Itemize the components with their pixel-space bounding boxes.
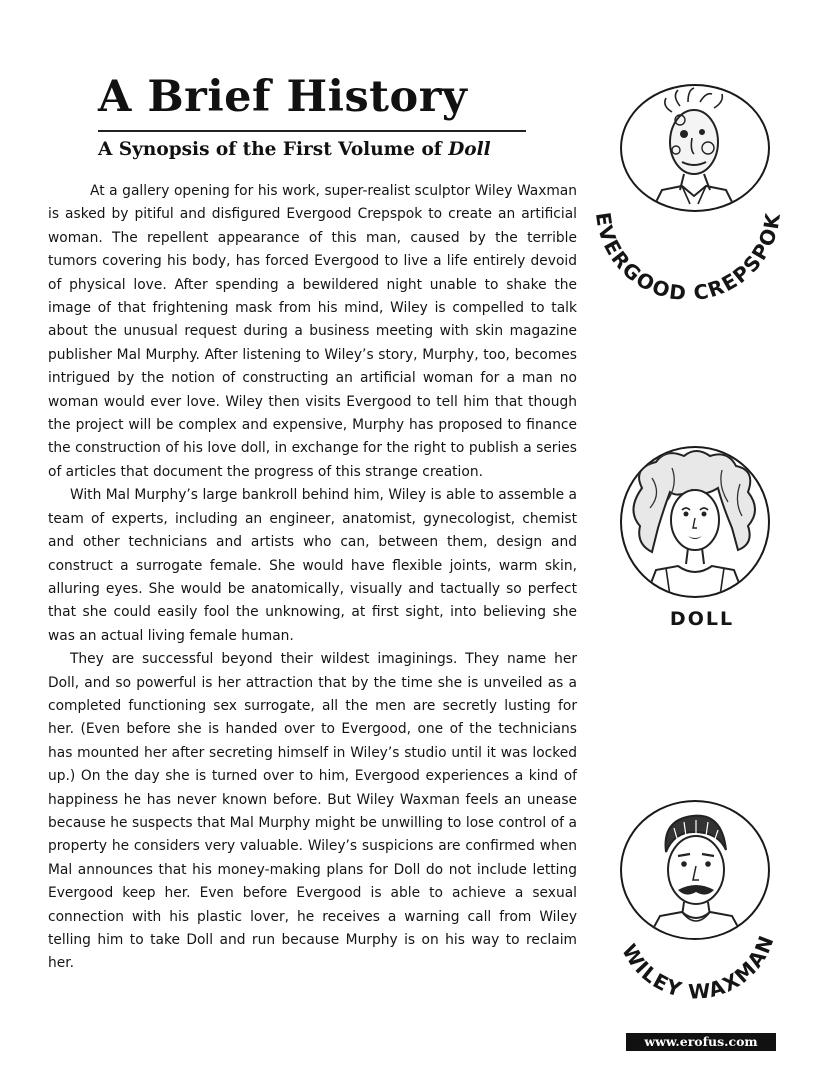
- wiley-caption: [588, 800, 798, 1004]
- page-subtitle: [98, 137, 538, 163]
- watermark-badge: www.erofus.com: [626, 1033, 776, 1051]
- subtitle-text: A Synopsis of the First Volume of: [98, 139, 449, 160]
- paragraph-1: At a gallery opening for his work, super-realist sculptor Wiley Waxman is asked by pitiful and disfigured Evergood Crepspok to create an artificial woman. The repellent appearance of this man, caused by the terrible tumors covering his body, has forced Evergood to live a life entirely devoid of physical love. After spending a bewildered night unable to shake the image of that frightening mask from his mind, Wiley is compelled to talk about the unusual request during a business meeting with skin magazine publisher Mal Murphy. After listening to Wiley’s story, Murphy, too, becomes intrigued by the notion of constructing an artificial woman for a man no woman would ever love. Wiley then visits Evergood to tell him that though the project will be complex and expensive, Murphy has proposed to finance the construction of his love doll, in exchange for the right to publish a series of articles that document the progress of this strange creation.: [48, 183, 577, 480]
- doll-portrait: [620, 446, 770, 598]
- synopsis-body: [48, 180, 577, 976]
- paragraph-2: With Mal Murphy’s large bankroll behind him, Wiley is able to assemble a team of experts, including an engineer, anatomist, gynecologist, chemist and other technicians and artists who can, between them, design and construct a surrogate female. She would have flexible joints, warm skin, alluring eyes. She would be anatomically, visually and tactually so perfect that she could easily fool the unknowing, at first sight, into believing she was an actual living female human.: [48, 487, 577, 644]
- title-underline: [98, 130, 526, 132]
- wiley-caption-text: WILEY WAXMAN: [617, 931, 779, 1004]
- evergood-caption-text: EVERGOOD CREPSPOK: [590, 210, 786, 306]
- paragraph-3: They are successful beyond their wildest imaginings. They name her Doll, and so powerful is her attraction that by the time she is unveiled as a completed functioning sex surrogate, all the men are secretly lusting for her. (Even before she is handed over to Evergood, one of the technicians has mounted her after secreting himself in Wiley’s studio until it was locked up.) On the day she is turned over to him, Evergood experiences a kind of happiness he has never known before. But Wiley Waxman feels an unease because he suspects that Mal Murphy might be unwilling to lose control of a property he considers very valuable. Wiley’s suspicions are confirmed when Mal announces that his money-making plans for Doll do not include letting Evergood keep her. Even before Evergood is able to achieve a sexual connection with his plastic lover, he receives a warning call from Wiley telling him to take Doll and run because Murphy is on his way to reclaim her.: [48, 651, 577, 972]
- page-title: A Brief History: [98, 72, 468, 122]
- doll-caption: DOLL: [669, 608, 735, 630]
- evergood-caption: [578, 80, 798, 306]
- svg-text:EVERGOOD CREPSPOK: [591, 211, 785, 306]
- svg-text:WILEY WAXMAN: [617, 931, 779, 1003]
- subtitle-book-title: Doll: [448, 139, 491, 160]
- doll-face-icon: [622, 448, 768, 596]
